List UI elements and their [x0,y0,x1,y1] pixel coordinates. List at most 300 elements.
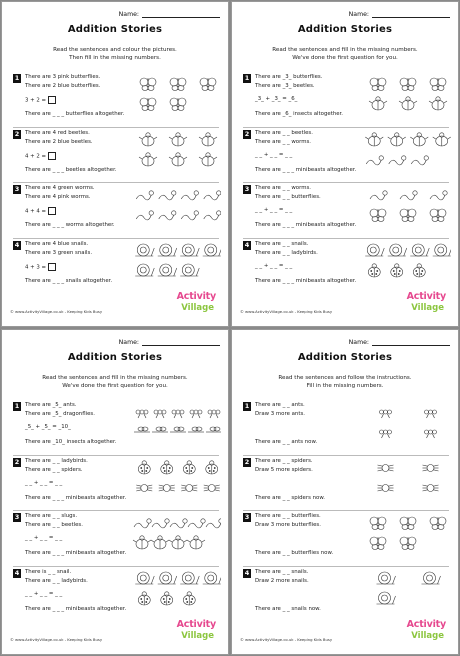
snail-shell-icon [208,575,214,581]
butterfly-wing-icon [148,86,154,91]
butterfly-wing-icon [378,217,384,222]
question-divider [13,238,219,239]
question-text: There are _ _ snails. [255,241,309,247]
snail-shell-icon [140,267,146,273]
worm-icon [181,191,198,200]
name-input-line[interactable] [142,11,220,18]
ladybird-spot-icon [213,470,215,472]
spider-leg-icon [147,490,152,491]
spider-icon [159,485,175,492]
snail-icon [135,264,154,276]
worm-body-icon [204,215,219,220]
spider-leg-icon [423,465,428,466]
footer-copyright: © www.ActivityVillage.co.uk - Keeping Kids Busy [240,309,333,314]
beetle-leg-icon [151,540,154,542]
ladybird-icon [206,461,218,474]
question-line [255,83,315,89]
butterfly-wing-icon [370,537,378,545]
snail-icon [377,572,396,584]
ladybird-spot-icon [163,598,165,600]
question-line [255,207,292,213]
snail-antenna-icon [438,576,441,584]
butterfly-wing-icon [202,86,208,91]
beetle-leg-icon [365,137,368,139]
slug-body-icon [188,523,203,528]
question-text: There are _ _ _ minibeasts altogether. [255,167,357,173]
worm-head-icon [149,211,153,215]
question-line [25,222,115,228]
question-line [255,130,313,136]
dragonfly-icon [134,427,150,432]
ladybird-head-icon [187,592,191,596]
question-text: There are 2 blue butterflies. [25,83,101,89]
beetle-leg-icon [187,540,190,542]
question-line [25,152,56,160]
spider-body-icon [427,485,434,492]
beetle-head-icon [176,536,180,540]
question-line [255,550,333,556]
name-label: Name: [118,339,139,346]
beetle-head-icon [140,536,144,540]
butterfly-wing-icon [408,209,416,217]
spider-leg-icon [423,470,428,471]
slug-body-icon [170,523,185,528]
slug-icon [188,519,205,528]
question-number: 1 [14,74,20,82]
minibeast-pictures [355,401,451,443]
ant-body-icon [380,410,384,414]
ant-leg-icon [427,414,429,418]
butterfly-wing-icon [208,78,216,86]
worm-head-icon [172,211,176,215]
question-text: There are 3 green snails. [25,250,93,256]
beetle-leg-icon [169,157,172,159]
question-line [25,139,93,145]
answer-box[interactable] [48,263,56,271]
question-text: There are _5_ ants. [25,402,77,408]
ladybird-spot-icon [164,470,166,472]
minibeast-pictures [125,184,221,226]
question-line [255,578,309,584]
minibeast-pictures [355,240,451,282]
instruction-line: Read the sentences and colour the pictures. [53,47,177,53]
butterfly-wing-icon [178,78,186,86]
butterfly-wing-icon [142,86,148,91]
butterfly-wing-icon [438,217,444,222]
ladybird-head-icon [165,461,169,465]
instructions [232,46,458,62]
answer-box[interactable] [48,152,56,160]
question-line [255,111,343,117]
question-number: 2 [14,458,20,466]
ant-icon [172,410,184,418]
butterfly-wing-icon [430,78,438,86]
butterfly-wing-icon [372,545,378,550]
ant-body-icon [136,410,140,414]
beetle-leg-icon [380,137,383,139]
ant-body-icon [429,410,433,414]
worm-icon [136,191,153,200]
snail-antenna-icon [393,596,396,604]
ant-leg-icon [388,434,390,438]
beetle-icon [399,97,417,110]
ant-body-icon [140,410,144,414]
butterfly-wing-icon [172,106,178,111]
beetle-leg-icon [369,101,372,103]
beetle-leg-icon [448,137,451,139]
snail-shell-icon [185,247,191,253]
beetle-leg-icon [169,137,172,139]
answer-box[interactable] [48,207,56,215]
ant-icon [154,410,166,418]
instruction-line: Read the sentences and fill in the missing numbers. [42,375,188,381]
question-text: There are 4 red beetles. [25,130,90,136]
snail-icon [158,264,177,276]
butterfly-icon [370,209,386,222]
question-line [25,591,62,597]
butterfly-wing-icon [208,86,214,91]
butterfly-wing-icon [408,78,416,86]
butterfly-icon [430,78,446,91]
spider-body-icon [141,485,148,492]
name-field [349,11,450,18]
question-line [25,402,76,408]
slug-head-icon [147,519,151,523]
spider-leg-icon [378,465,383,466]
minibeast-pictures [355,129,451,171]
beetle-leg-icon [384,101,387,103]
ladybird-spot-icon [169,598,171,600]
ant-body-icon [212,410,216,414]
page-title: Addition Stories [67,352,163,363]
beetle-icon [388,133,406,146]
minibeast-pictures [355,73,451,115]
logo-top-word: Activity [406,619,446,630]
ladybird-spot-icon [140,598,142,600]
snail-shell-icon [370,247,376,253]
question-number: 3 [244,513,250,521]
logo-bottom-word: Village [411,631,444,641]
question-divider [243,566,449,567]
worksheet-page [231,329,459,655]
butterfly-wing-icon [148,78,156,86]
butterfly-wing-icon [408,86,414,91]
logo-top-word: Activity [176,619,216,630]
minibeast-pictures [125,73,221,115]
worm-icon [159,211,176,220]
question-line [25,439,116,445]
logo-bottom-word: Village [181,631,214,641]
snail-icon [410,244,429,256]
question-text: There are _ _ worms. [255,185,312,191]
butterfly-icon [400,209,416,222]
ladybird-spot-icon [376,270,378,272]
butterfly-icon [430,209,446,222]
beetle-head-icon [406,97,410,101]
worm-head-icon [194,191,198,195]
beetle-leg-icon [433,137,436,139]
ladybird-spot-icon [141,470,143,472]
slug-head-icon [183,519,187,523]
butterfly-wing-icon [378,86,384,91]
spider-icon [378,465,394,472]
question-line [25,424,71,430]
snail-shell-icon [367,244,379,256]
snail-shell-icon [140,247,146,253]
question-number: 2 [244,458,250,466]
name-label: Name: [348,11,369,18]
ant-body-icon [384,410,388,414]
ant-body-icon [154,410,158,414]
ant-body-icon [388,410,392,414]
slug-icon [206,519,221,528]
spider-leg-icon [170,490,175,491]
question-text: There are 3 pink butterflies. [25,74,101,80]
ladybird-icon [391,264,403,277]
butterfly-wing-icon [148,106,154,111]
question-text: There are _ _ snails. [255,569,309,575]
spider-body-icon [208,485,215,492]
butterfly-wing-icon [402,217,408,222]
snail-shell-icon [163,575,169,581]
butterfly-wing-icon [170,78,178,86]
beetle-icon [429,97,447,110]
ant-body-icon [384,430,388,434]
beetle-leg-icon [429,101,432,103]
worksheet-page [231,1,459,327]
question-line [25,458,88,464]
butterfly-wing-icon [140,78,148,86]
worm-body-icon [159,195,174,200]
question-text: 4 + 3 = [25,264,47,271]
question-text: There are _ _ beetles. [255,130,313,136]
snail-icon [135,244,154,256]
ant-body-icon [176,410,180,414]
ladybird-spot-icon [145,470,147,472]
question-number: 3 [14,185,20,193]
ant-leg-icon [198,414,200,418]
instructions [2,46,228,62]
spider-leg-icon [192,490,197,491]
beetle-leg-icon [214,157,217,159]
ladybird-spot-icon [191,467,193,469]
beetle-leg-icon [184,137,187,139]
ladybird-spot-icon [186,470,188,472]
beetle-icon [199,153,217,166]
question-text: Draw 2 more snails. [255,578,309,584]
ladybird-head-icon [142,461,146,465]
spider-leg-icon [204,485,209,486]
question-number: 4 [244,569,250,577]
ladybird-icon [183,461,195,474]
beetle-icon [139,133,157,146]
dragonfly-wing-icon [160,427,166,431]
spider-leg-icon [423,485,428,486]
butterfly-wing-icon [140,98,148,106]
ant-leg-icon [192,414,194,418]
snail-shell-icon [160,264,172,276]
beetle-icon [410,133,428,146]
worm-body-icon [204,195,219,200]
question-text: There are _3_ beetles. [255,83,315,89]
question-text: There are _ _ beetles. [25,522,83,528]
worm-head-icon [443,191,447,195]
butterfly-wing-icon [370,209,378,217]
question-number: 1 [244,74,250,82]
ladybird-head-icon [395,264,399,268]
snail-antenna-icon [196,268,199,276]
question-text: There are _ _ slugs. [25,513,78,519]
snail-shell-icon [160,572,172,584]
worm-body-icon [430,195,445,200]
logo-top-word: Activity [406,291,446,302]
minibeast-pictures [355,512,451,554]
worm-body-icon [181,195,196,200]
question-line [255,606,321,612]
snail-icon [365,244,384,256]
beetle-leg-icon [202,540,205,542]
instruction-line: Read the sentences and follow the instructions. [278,375,412,381]
beetle-icon [199,133,217,146]
question-line [255,263,292,269]
snail-shell-icon [424,572,436,584]
name-input-line[interactable] [372,11,450,18]
question-text: There are _6_ insects altogether. [255,111,343,117]
question-text: There are _ _ spiders now. [255,495,325,501]
butterfly-icon [170,98,186,111]
question-line [255,458,313,464]
butterfly-wing-icon [400,209,408,217]
worm-head-icon [413,191,417,195]
beetle-icon [139,153,157,166]
question-text: There are _ _ butterflies. [255,194,321,200]
ant-body-icon [380,430,384,434]
beetle-icon [369,97,387,110]
spider-leg-icon [215,490,220,491]
ladybird-spot-icon [420,273,422,275]
question-number: 2 [244,130,250,138]
snail-antenna-icon [196,248,199,256]
question-text: There are 4 green worms. [25,185,95,191]
worm-head-icon [149,191,153,195]
butterfly-wing-icon [378,78,386,86]
snail-shell-icon [182,244,194,256]
butterfly-wing-icon [402,525,408,530]
minibeast-pictures [355,457,451,499]
name-input-line[interactable] [142,339,220,346]
beetle-head-icon [372,133,376,137]
ladybird-spot-icon [185,467,187,469]
ant-body-icon [190,410,194,414]
instructions [232,374,458,390]
instruction-line: Then fill in the missing numbers. [69,55,161,61]
slug-icon [152,519,169,528]
question-text: There are _ _ ladybirds. [25,458,88,464]
beetle-head-icon [206,133,210,137]
spider-leg-icon [434,485,439,486]
ladybird-icon [413,264,425,277]
question-number: 3 [244,185,250,193]
snail-shell-icon [427,575,433,581]
worm-body-icon [136,195,151,200]
minibeast-pictures [125,401,221,443]
butterfly-wing-icon [378,525,384,530]
butterfly-wing-icon [408,545,414,550]
ant-body-icon [198,410,202,414]
butterfly-wing-icon [378,517,386,525]
question-line [25,513,77,519]
spider-leg-icon [378,470,383,471]
beetle-head-icon [436,97,440,101]
spider-leg-icon [181,490,186,491]
worksheet-page [1,1,229,327]
slug-icon [134,519,151,528]
beetle-icon [365,133,383,146]
answer-box[interactable] [48,96,56,104]
snail-icon [203,244,221,256]
butterfly-icon [370,517,386,530]
question-line [25,480,62,486]
ladybird-spot-icon [208,467,210,469]
beetle-leg-icon [148,540,151,542]
question-text: There are _ _ ladybirds. [25,578,88,584]
butterfly-icon [140,98,156,111]
ant-icon [380,430,392,438]
question-text: There are _ _ _ minibeasts altogether. [25,606,127,612]
worm-head-icon [217,211,221,215]
spider-leg-icon [159,485,164,486]
ladybird-icon [161,592,173,605]
name-input-line[interactable] [372,339,450,346]
butterfly-wing-icon [430,517,438,525]
ladybird-head-icon [142,592,146,596]
ladybird-spot-icon [145,601,147,603]
question-number: 1 [244,402,250,410]
beetle-head-icon [158,536,162,540]
ladybird-spot-icon [168,470,170,472]
butterfly-wing-icon [142,106,148,111]
ant-icon [136,410,148,418]
instruction-line: We've done the first question for you. [62,383,168,389]
worm-body-icon [366,160,381,165]
question-text: 3 + 2 = [25,97,47,104]
butterfly-wing-icon [378,209,386,217]
snail-shell-icon [182,264,194,276]
ladybird-spot-icon [146,598,148,600]
question-line [25,411,95,417]
worm-body-icon [389,160,404,165]
slug-body-icon [206,523,221,528]
question-number: 2 [14,130,20,138]
question-text: _ _ + _ _ = _ _ [25,480,63,486]
snail-shell-icon [185,267,191,273]
question-text: There are _ _ _ beetles altogether. [25,167,117,173]
ant-icon [208,410,220,418]
question-divider [13,455,219,456]
ant-leg-icon [433,414,435,418]
spider-leg-icon [147,485,152,486]
ladybird-head-icon [210,461,214,465]
ladybird-spot-icon [185,598,187,600]
question-text: _ _ + _ _ = _ _ [255,207,293,213]
question-line [25,130,90,136]
ant-leg-icon [156,414,158,418]
question-text: Draw 5 more spiders. [255,467,313,473]
slug-icon [170,519,187,528]
beetle-leg-icon [139,157,142,159]
question-text: There are _ _ spiders. [255,458,313,464]
butterfly-icon [200,78,216,91]
